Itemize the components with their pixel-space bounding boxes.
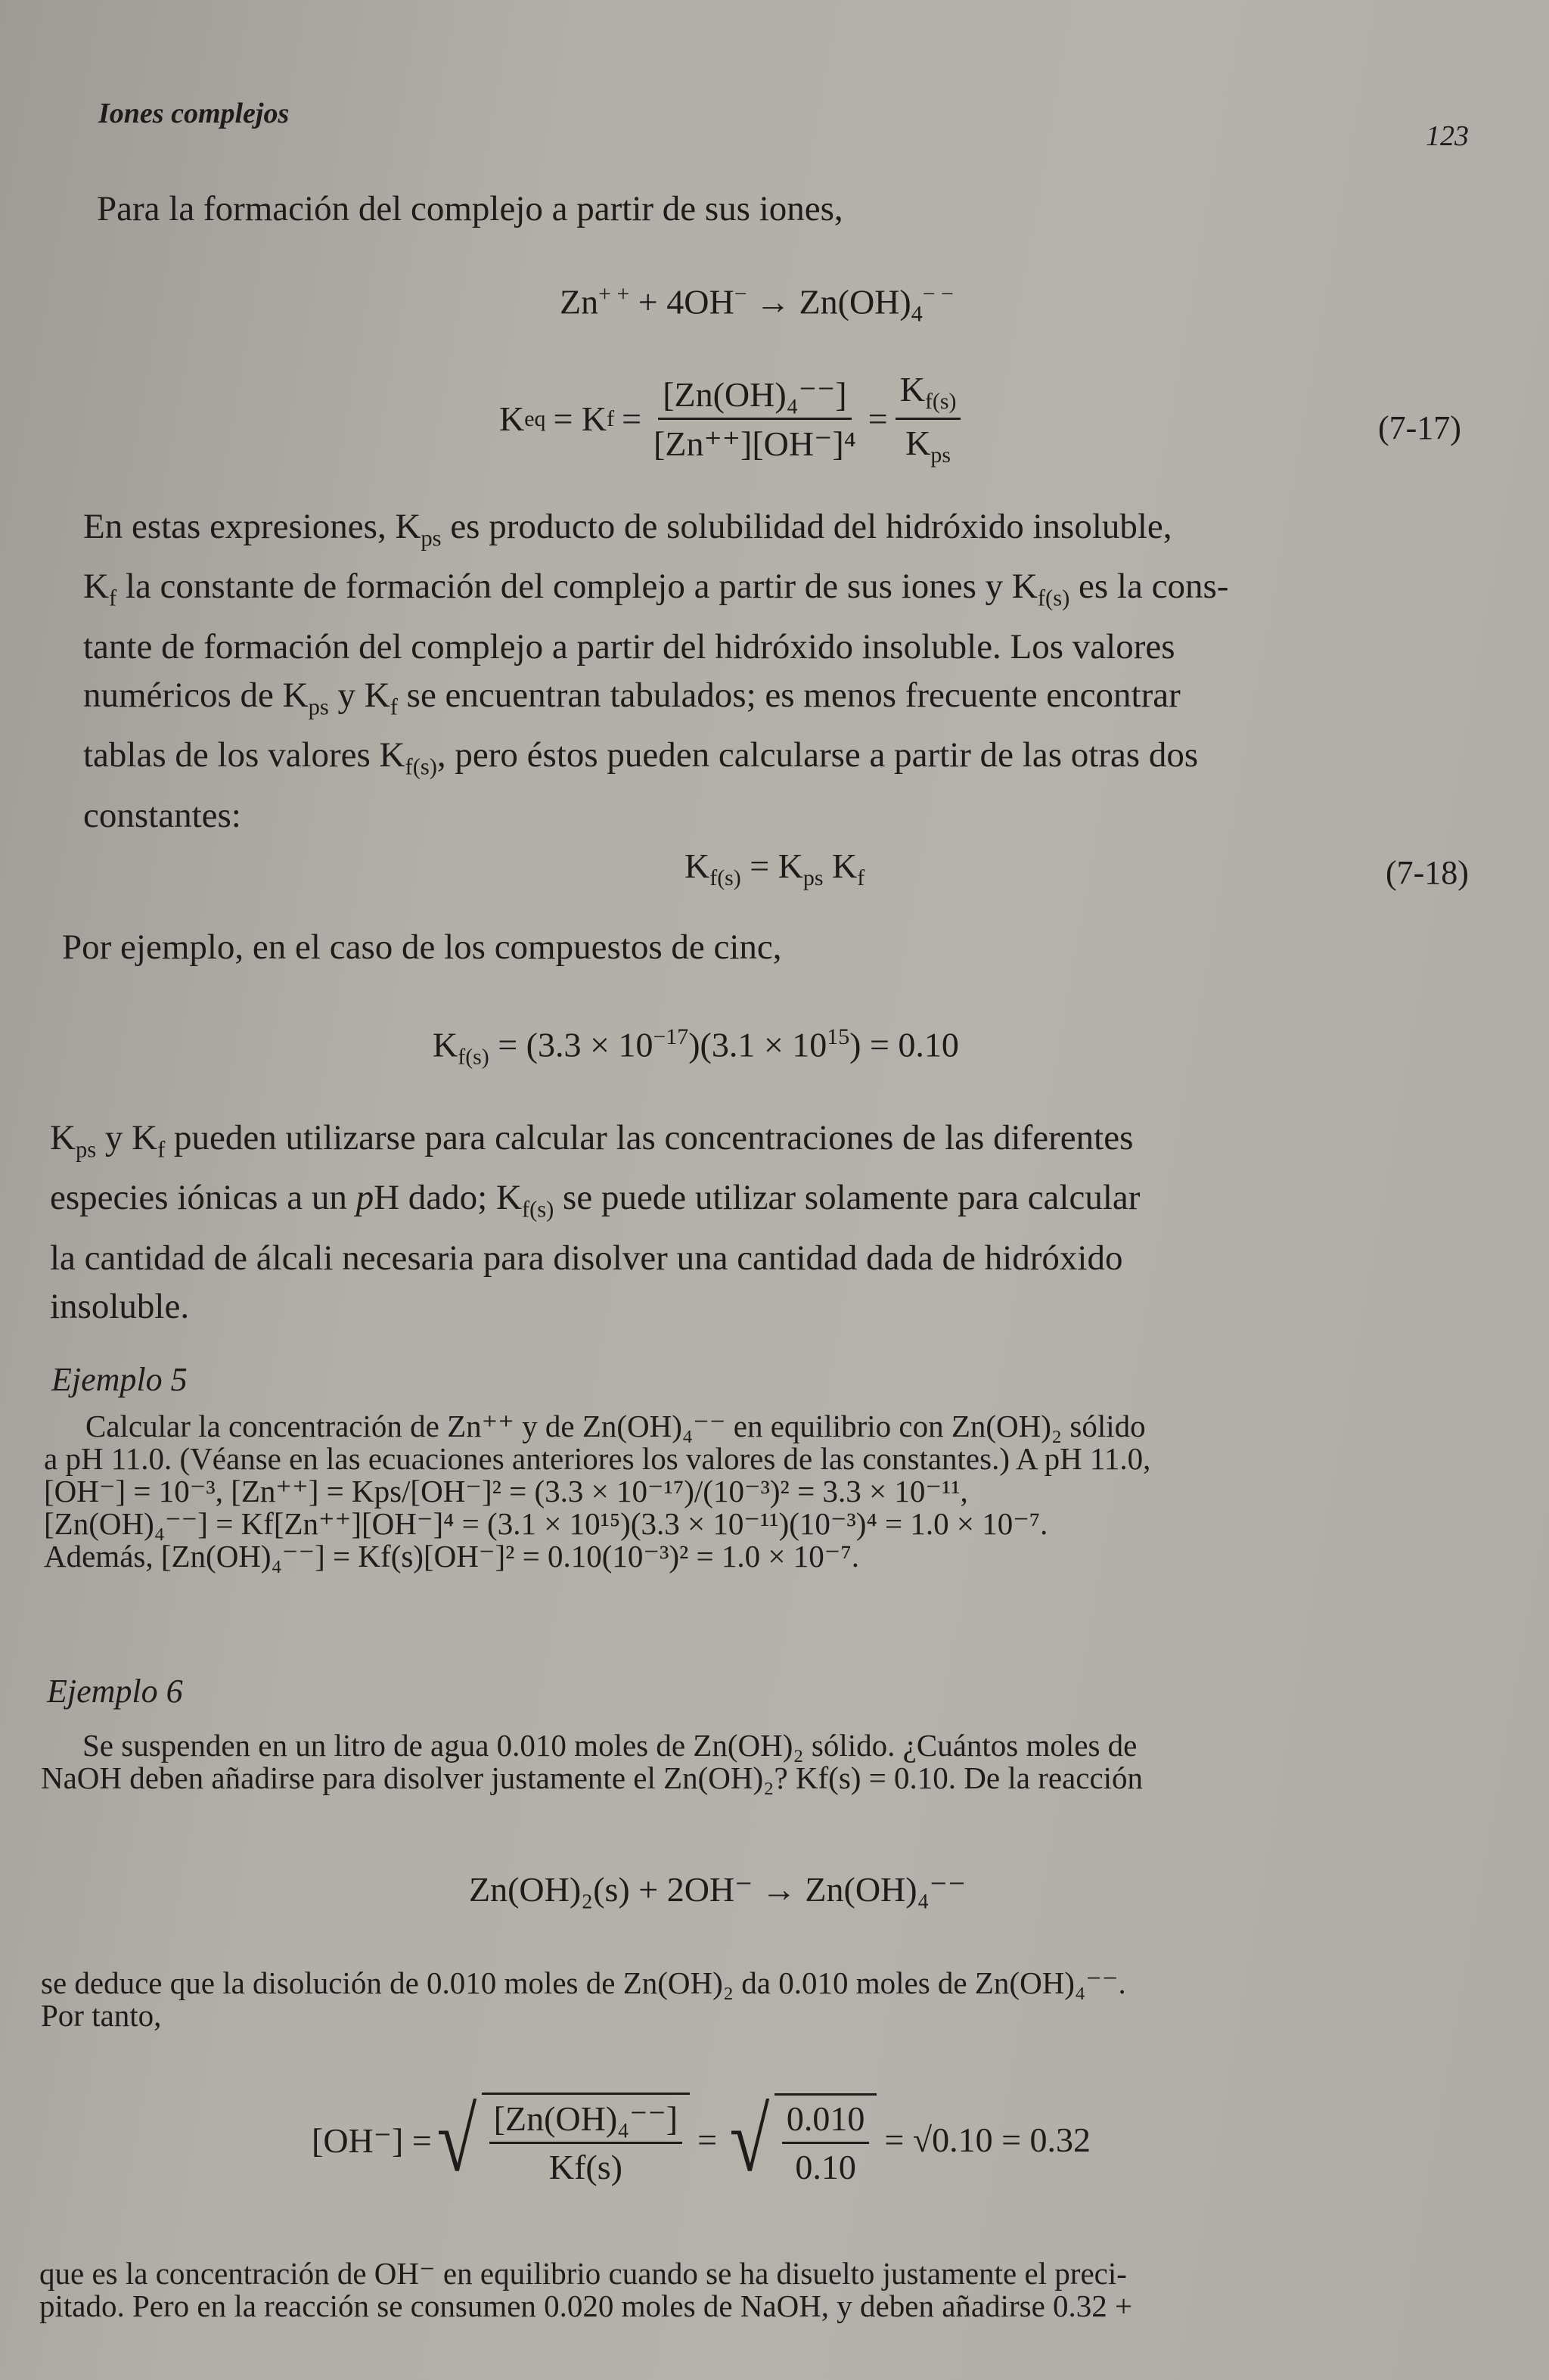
equation-kf: K eq = K f = $\frac{\text{[Zn(OH)₄⁻⁻]}}{\text{[Zn⁺⁺][OH⁻]⁴}}$ = $\frac{K_{f(s)}}{K_{ps}}$	[499, 369, 968, 468]
intro-sentence: Para la formación del complejo a partir de sus iones,	[97, 189, 843, 228]
equation-zinc-value: $K_{f(s)} = (3.3 \times 10^{-17})(3.1 \times 10^{15}) = 0.10$	[433, 1024, 959, 1070]
example-5-body: Calcular la concentración de Zn⁺⁺ y de Zn(OH)₄⁻⁻ en equilibrio con Zn(OH)₂ sólido a pH 11.0. (Véanse en las ecuaciones anteriores los valores de las constantes.) A pH 11.0, [OH⁻] = 10⁻³, [Zn⁺⁺] = Kps/[OH⁻]² = (3.3 × 10⁻¹⁷)/(10⁻³)² = 3.3 × 10⁻¹¹, [Zn(OH)₄⁻⁻] = Kf[Zn⁺⁺][OH⁻]⁴ = (3.1 × 10¹⁵)(3.3 × 10⁻¹¹)(10⁻³)⁴ = 1.0 × 10⁻⁷. Además, [Zn(OH)₄⁻⁻] = Kf(s)[OH⁻]² = 0.10(10⁻³)² = 1.0 × 10⁻⁷.	[44, 1409, 1151, 1574]
equation-number-7-18: (7-18)	[1386, 854, 1469, 891]
paragraph-constants: En estas expresiones, $K_{ps}$ es producto de solubilidad del hidróxido insoluble, $K_f$ la constante de formación del complejo a partir de sus iones y $K_{f(s)}$ es la cons- tante de formación del complejo a partir del hidróxido insoluble. Los valores numéricos de $K_{ps}$ y $K_f$ se encuentran tabulados; es menos frecuente encontrar tablas de los valores $K_{f(s)}$, pero éstos pueden calcularse a partir de las otras dos constantes:	[83, 507, 1229, 835]
sqrt-concentration: √ $\frac{\text{[Zn(OH)₄⁻⁻]}}{Kf(s)}$	[432, 2093, 690, 2187]
equation-number-7-17: (7-17)	[1378, 409, 1461, 446]
equation-formation: $Zn^{+ +} + 4OH^- \to Zn(OH)_4^{- -}$	[560, 281, 954, 327]
zinc-example-sentence: Por ejemplo, en el caso de los compuestos de cinc,	[62, 927, 782, 967]
sqrt-numeric: √ $\frac{0.010}{0.10}$	[725, 2093, 877, 2187]
paragraph-usage: $K_{ps}$ y $K_f$ pueden utilizarse para calcular las concentraciones de las diferentes especies iónicas a un pH dado; $K_{f(s)}$ se puede utilizar solamente para calcular la cantidad de álcali necesaria para disolver una cantidad dada de hidróxido insoluble.	[50, 1118, 1141, 1326]
sqrt-expression: [OH⁻] = √ $\frac{\text{[Zn(OH)₄⁻⁻]}}{Kf(s)}$ = √ $\frac{0.010}{0.10}$ = √0.10 = 0.32	[312, 2089, 1091, 2190]
running-title: Iones complejos	[98, 98, 290, 129]
fraction-constants: $\frac{K_{f(s)}}{K_{ps}}$	[896, 369, 961, 468]
example-6-intro: Se suspenden en un litro de agua 0.010 moles de Zn(OH)₂ sólido. ¿Cuántos moles de NaOH deben añadirse para disolver justamente el Zn(OH)₂? Kf(s) = 0.10. De la reacción	[41, 1728, 1144, 1795]
example-6-label: Ejemplo 6	[47, 1673, 183, 1710]
reaction-equation: Zn(OH)₂(s) + 2OH⁻ → Zn(OH)₄⁻⁻	[469, 1870, 967, 1909]
equation-kfs: $K_{f(s)} = K_{ps}$ $K_f$	[684, 847, 865, 891]
example-6-conclusion: que es la concentración de OH⁻ en equilibrio cuando se ha disuelto justamente el preci- pitado. Pero en la reacción se consumen 0.020 moles de NaOH, y deben añadirse 0.32 +	[39, 2256, 1133, 2323]
example-6-deduction: se deduce que la disolución de 0.010 moles de Zn(OH)₂ da 0.010 moles de Zn(OH)₄⁻⁻. Por tanto,	[41, 1965, 1126, 2033]
page-number: 123	[1426, 120, 1469, 152]
example-5-label: Ejemplo 5	[51, 1361, 188, 1398]
fraction-concentrations: $\frac{\text{[Zn(OH)₄⁻⁻]}}{\text{[Zn⁺⁺][OH⁻]⁴}}$	[653, 375, 856, 464]
